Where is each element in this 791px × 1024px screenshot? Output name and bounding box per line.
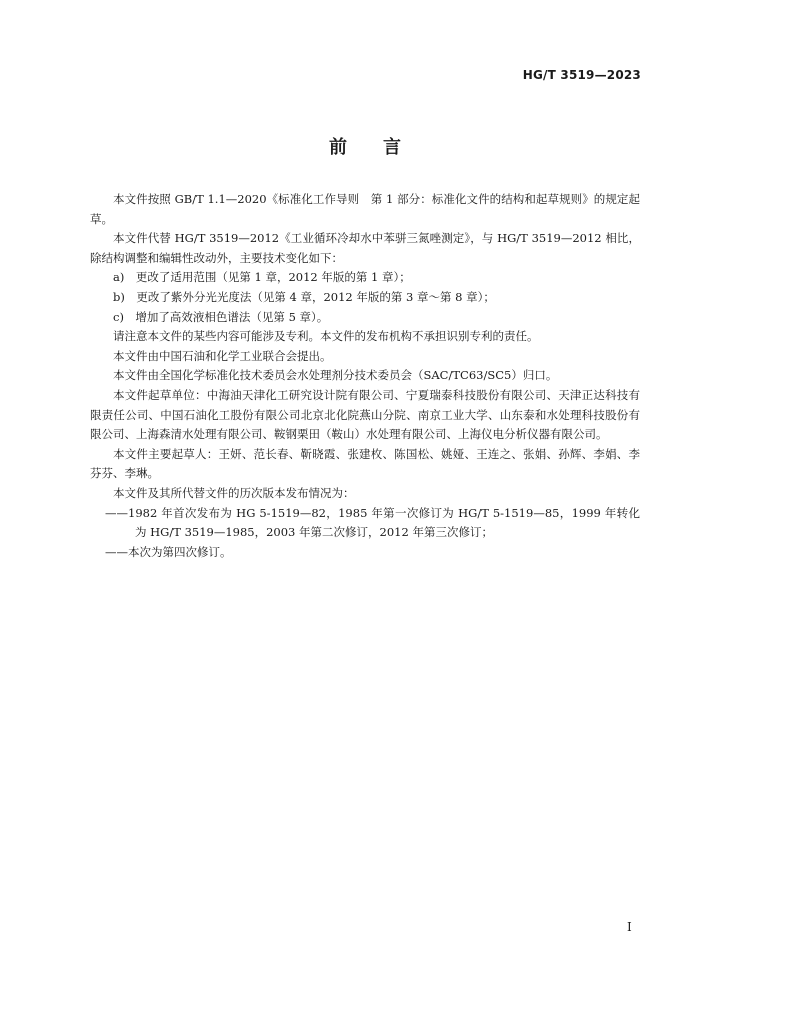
standard-code: HG/T 3519—2023 <box>522 68 641 82</box>
paragraph-replacement: 本文件代替 HG/T 3519—2012《工业循环冷却水中苯骈三氮唑测定》，与 HG/T 3519—2012 相比，除结构调整和编辑性改动外，主要技术变化如下： <box>90 231 640 265</box>
paragraph-drafting-units: 本文件起草单位：中海油天津化工研究设计院有限公司、宁夏瑞泰科技股份有限公司、天津正达科技有限责任公司、中国石油化工股份有限公司北京北化院燕山分院、南京工业大学、山东泰和水处理科技股份有限公司、上海森清水处理有限公司、鞍钢栗田（鞍山）水处理有限公司、上海仪电分析仪器有限公司。 <box>90 387 640 442</box>
paragraph-proposed-by: 本文件由中国石油和化学工业联合会提出。 <box>113 348 332 363</box>
paragraph-administered-by: 本文件由全国化学标准化技术委员会水处理剂分技术委员会（SAC/TC63/SC5）归口。 <box>113 368 558 383</box>
change-item-c: c) 增加了高效液相色谱法（见第 5 章）。 <box>113 309 329 324</box>
history-item-current: ——本次为第四次修订。 <box>105 544 232 559</box>
change-item-b: b) 更改了紫外分光光度法（见第 4 章，2012 年版的第 3 章～第 8 章）； <box>113 289 495 304</box>
foreword-body <box>90 190 640 562</box>
paragraph-patent-notice: 请注意本文件的某些内容可能涉及专利。本文件的发布机构不承担识别专利的责任。 <box>113 329 539 344</box>
paragraph-drafting-rules: 本文件按照 GB/T 1.1—2020《标准化工作导则 第 1 部分：标准化文件的结构和起草规则》的规定起草。 <box>90 192 640 226</box>
history-item-previous: ——1982 年首次发布为 HG 5-1519—82，1985 年第一次修订为 HG/T 5-1519—85，1999 年转化为 HG/T 3519—1985，2003 年第二次修订，2012 年第三次修订； <box>105 505 640 540</box>
paragraph-history-intro: 本文件及其所代替文件的历次版本发布情况为： <box>113 485 355 500</box>
paragraph-drafters: 本文件主要起草人：王妍、范长春、靳晓霞、张建枚、陈国松、姚娅、王连之、张娟、孙辉、李娟、李芬芬、李琳。 <box>90 446 640 481</box>
change-item-a: a) 更改了适用范围（见第 1 章，2012 年版的第 1 章）； <box>113 270 411 285</box>
page-title: 前言 <box>329 137 437 158</box>
page-number: I <box>627 920 632 934</box>
